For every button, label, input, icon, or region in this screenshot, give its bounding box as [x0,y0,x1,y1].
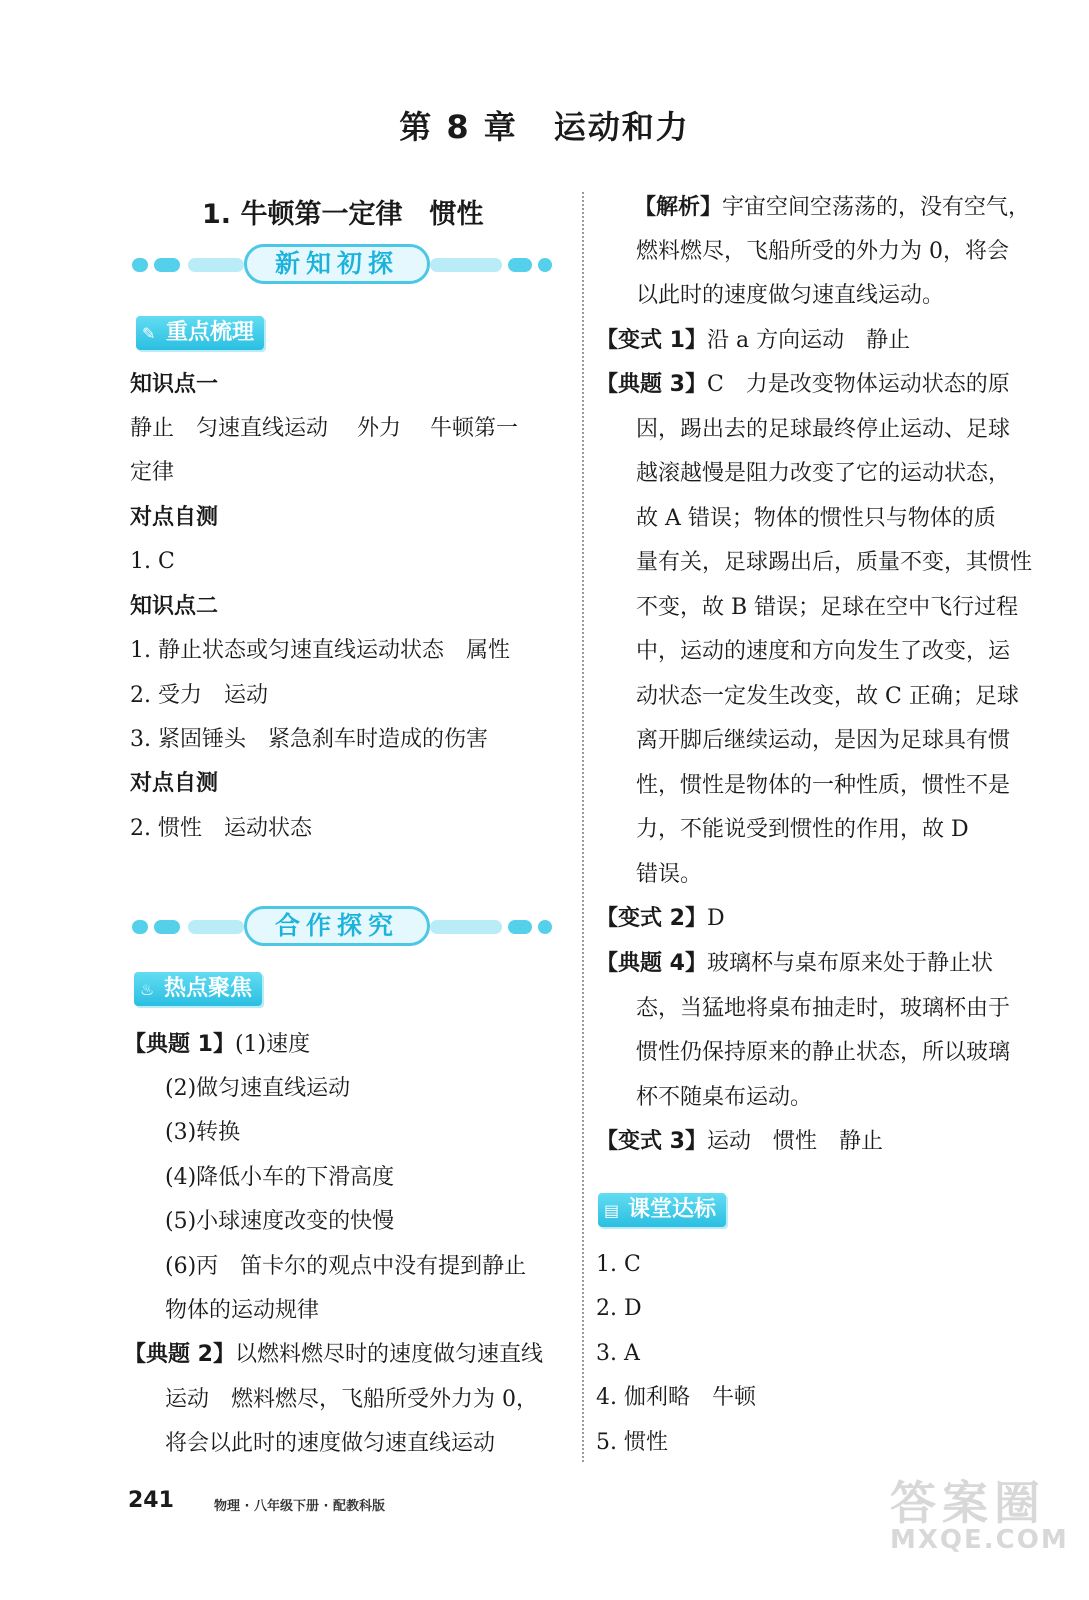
analysis-cont: 燃料燃尽，飞船所受的外力为 0，将会 [636,239,1009,264]
kp2-item: 2. 受力 运动 [130,683,268,708]
watermark-bottom: MXQE.COM [890,1525,1069,1555]
example-label: 【典题 1】 [124,1032,235,1057]
example3-cont: 离开脚后继续运动，是因为足球具有惯 [636,728,1011,753]
self-test2-answer: 2. 惯性 运动状态 [130,816,312,841]
example-label: 【典题 2】 [124,1342,235,1367]
kp2-item: 3. 紧固锤头 紧急刹车时造成的伤害 [130,727,488,752]
pencil-icon: ✎ [142,324,156,343]
kp1-line1: 静止 匀速直线运动 外力 牛顿第一 [130,416,518,441]
tag-key-points [136,316,264,350]
analysis-text: 宇宙空间空荡荡的，没有空气， [722,195,1031,220]
example3 [596,370,1010,400]
example-label: 【典题 4】 [596,951,707,976]
class-answer: 2. D [596,1296,642,1321]
example3-cont: 力，不能说受到惯性的作用，故 D [636,817,969,842]
book-info: 物理 · 八年级下册 · 配教科版 [214,1499,385,1514]
example3-cont: 因，踢出去的足球最终停止运动、足球 [636,417,1011,442]
kp2-heading: 知识点二 [130,594,219,619]
watermark-top: 答案圈 [890,1476,1046,1530]
example4-cont: 态，当猛地将桌布抽走时，玻璃杯由于 [636,996,1011,1021]
variant-label: 【变式 3】 [596,1129,707,1154]
example-text: (1)速度 [234,1032,311,1057]
example-label: 【典题 3】 [596,372,707,397]
variant3 [596,1127,883,1157]
class-answer: 1. C [596,1252,641,1277]
example3-cont: 动状态一定发生改变，故 C 正确；足球 [636,684,1019,709]
book-icon: ▤ [604,1201,620,1220]
variant-text: 运动 惯性 静止 [706,1129,883,1154]
example-text: 玻璃杯与桌布原来处于静止状 [706,951,993,976]
banner-label: 合作探究 [274,911,399,940]
example1-sub: (2)做匀速直线运动 [165,1076,351,1101]
variant-text: 沿 a 方向运动 静止 [706,328,911,353]
example2 [124,1340,543,1370]
chapter-name: 运动和力 [553,108,690,146]
class-answer: 3. A [596,1341,640,1366]
class-answer: 5. 惯性 [596,1430,668,1455]
chapter-title [0,102,1089,148]
tag-label: 课堂达标 [628,1197,717,1222]
example1-sub: (3)转换 [165,1120,241,1145]
tag-label: 重点梳理 [166,320,255,345]
example3-cont: 量有关，足球踢出后，质量不变，其惯性 [636,550,1033,575]
example-text: 以燃料燃尽时的速度做匀速直线 [234,1342,543,1367]
variant-label: 【变式 1】 [596,328,707,353]
example1 [124,1030,310,1060]
tag-hot-focus [134,972,262,1006]
example3-cont: 性，惯性是物体的一种性质，惯性不是 [636,773,1011,798]
kp1-heading: 知识点一 [130,372,219,397]
example1-sub: (6)丙 笛卡尔的观点中没有提到静止 [165,1254,527,1279]
section-title: 1. 牛顿第一定律 惯性 [202,199,484,230]
variant-text: D [706,906,725,931]
example3-cont: 越滚越慢是阻力改变了它的运动状态， [636,461,1011,486]
example3-cont: 故 A 错误；物体的惯性只与物体的质 [636,506,996,531]
example3-cont: 中，运动的速度和方向发生了改变，运 [636,639,1011,664]
watermark-logo [890,1476,1069,1560]
chapter-number: 第 8 章 [399,108,518,146]
analysis [634,193,1030,223]
column-divider [582,192,584,1462]
class-answer: 4. 伽利略 牛顿 [596,1385,756,1410]
self-test1-answer: 1. C [130,549,175,574]
variant1 [596,326,910,356]
self-test2-heading: 对点自测 [130,771,219,796]
banner-cooperation [132,906,550,950]
example3-cont: 错误。 [636,862,703,887]
example4-cont: 惯性仍保持原来的静止状态，所以玻璃 [636,1040,1011,1065]
page-number: 241 [128,1488,174,1513]
analysis-cont: 以此时的速度做匀速直线运动。 [636,283,945,308]
kp1-line2: 定律 [130,460,175,485]
example2-cont: 运动 燃料燃尽，飞船所受外力为 0， [165,1387,538,1412]
example2-cont: 将会以此时的速度做匀速直线运动 [165,1431,496,1456]
example4-cont: 杯不随桌布运动。 [636,1085,813,1110]
example1-sub: 物体的运动规律 [165,1298,320,1323]
flame-icon: ♨ [140,980,155,999]
variant2 [596,904,725,934]
banner-label: 新知初探 [274,249,399,278]
tag-label: 热点聚焦 [164,976,253,1001]
example1-sub: (4)降低小车的下滑高度 [165,1165,395,1190]
example-text: C 力是改变物体运动状态的原 [706,372,1010,397]
banner-new-knowledge [132,244,550,288]
variant-label: 【变式 2】 [596,906,707,931]
kp2-item: 1. 静止状态或匀速直线运动状态 属性 [130,638,510,663]
example4 [596,949,993,979]
example3-cont: 不变，故 B 错误；足球在空中飞行过程 [636,595,1019,620]
self-test1-heading: 对点自测 [130,505,219,530]
example1-sub: (5)小球速度改变的快慢 [165,1209,395,1234]
tag-class-standard [598,1193,726,1227]
analysis-label: 【解析】 [634,195,723,220]
